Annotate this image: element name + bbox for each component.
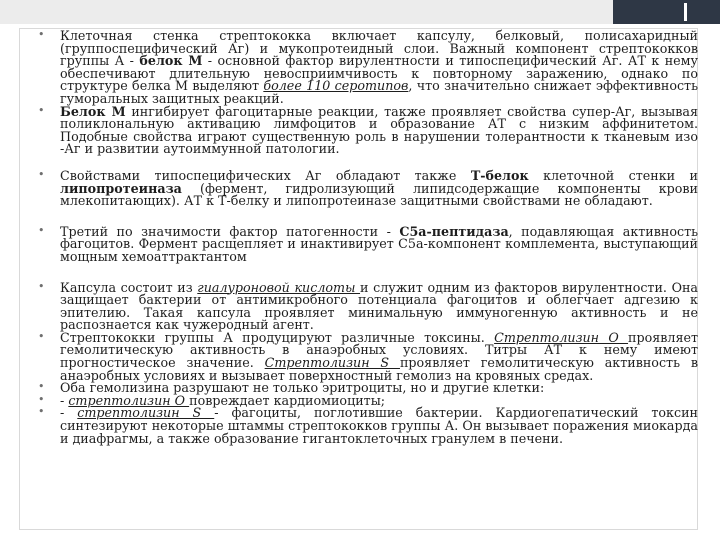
underlined-term: Стрептолизин S bbox=[264, 355, 400, 371]
text-run: клеточной стенки и bbox=[528, 167, 698, 183]
text-run: Капсула состоит из bbox=[60, 279, 198, 295]
bullet-item bbox=[34, 103, 698, 157]
text-run: , что значительно снижает эффективность гуморальных защитных реакций. bbox=[60, 78, 698, 106]
text-run: , подавляющая активность фагоцитов. Фермент расщепляет и инактивирует С5а-компонент комплемента, выступающий мощным хемоаттрактантом bbox=[60, 223, 698, 264]
text-run: проявляет гемолитическую активность в анаэробных условиях. Титры АТ к нему имеют прогностическое значение. bbox=[60, 329, 698, 371]
text-run: повреждает кардиомиоциты; bbox=[189, 392, 386, 408]
bullet-text bbox=[60, 280, 698, 333]
text-run: Третий по значимости фактор патогенности - bbox=[60, 223, 400, 239]
bullet-text bbox=[60, 28, 698, 106]
text-run: и служит одним из факторов вирулентности. Она защищает бактерии от антимикробного потенциала фагоцитов и облегчает адгезию к эпителию. Такая капсула проявляет минимальную иммуногенную активность и не распознается как чужеродный агент. bbox=[60, 279, 698, 333]
slide-accent-block bbox=[613, 0, 720, 24]
underlined-term: стрептолизин О bbox=[68, 392, 190, 408]
bullet-item bbox=[34, 279, 698, 333]
bullet-marker: • bbox=[38, 392, 45, 406]
text-run: ингибирует фагоцитарные реакции, также проявляет свойства супер-Аг, вызывая поликлональную активацию лимфоцитов и образование АТ с низким аффинитетом. Подобные свойства играют существенную роль в нарушении толерантности к тканевым изо -Аг и развитии аутоиммунной патологии. bbox=[60, 103, 698, 157]
bullet-marker: • bbox=[38, 279, 45, 293]
text-run: - основной фактор вирулентности и типоспецифический Аг. АТ к нему обеспечивают длительную невосприимчивость к повторному заражению, однако по структуре белка М выделяют bbox=[60, 53, 698, 94]
bullet-item bbox=[34, 329, 698, 383]
bullet-text bbox=[60, 405, 698, 445]
bullet-marker: • bbox=[38, 28, 45, 41]
bullet-marker: • bbox=[38, 405, 45, 419]
bullet-item bbox=[34, 167, 698, 209]
bullet-marker: • bbox=[38, 167, 45, 181]
bullet-marker: • bbox=[38, 223, 45, 237]
bullet-text bbox=[60, 168, 698, 208]
text-run: - фагоциты, поглотившие бактерии. Кардиогепатический токсин синтезируют некоторые штаммы стрептококков группы А. Он вызывает поражения миокарда и диафрагмы, а также образование гигантоклеточных гранулем в печени. bbox=[60, 405, 698, 446]
slide-accent-tick bbox=[684, 3, 687, 21]
bold-term: С5а-пептидаза bbox=[399, 223, 509, 239]
bullet-group-protein-m bbox=[34, 30, 698, 156]
bullet-item bbox=[34, 30, 698, 106]
bullet-text bbox=[60, 330, 698, 383]
slide-top-bar bbox=[0, 0, 720, 24]
text-run: - bbox=[60, 405, 78, 421]
bold-term: Т-белок bbox=[470, 167, 529, 183]
bullet-item bbox=[34, 407, 698, 445]
text-run: Клеточная стенка стрептококка включает капсулу, белковый, полисахаридный (группоспецифический Аг) и мукопротеидный слои. Важный компонент стрептококков группы А - bbox=[60, 28, 698, 69]
bold-term: Белок М bbox=[60, 103, 126, 119]
underlined-term: стрептолизин S bbox=[77, 405, 215, 421]
bullet-item bbox=[34, 223, 698, 264]
underlined-term: более 110 серотипов bbox=[263, 78, 409, 94]
bullet-marker: • bbox=[38, 329, 45, 343]
text-run: - bbox=[60, 392, 69, 408]
text-run: проявляет гемолитическую активность в анаэробных условиях и вызывает поверхностный гемолиз на кровяных средах. bbox=[60, 355, 698, 383]
underlined-term: Стрептолизин О bbox=[494, 329, 629, 345]
text-run: Оба гемолизина разрушают не только эритроциты, но и другие клетки: bbox=[60, 380, 545, 396]
bold-term: липопротеиназа bbox=[60, 180, 182, 196]
bullet-group-toxins bbox=[34, 279, 698, 446]
bold-term: белок М bbox=[139, 53, 203, 69]
bullet-text bbox=[60, 104, 698, 157]
bullet-marker: • bbox=[38, 103, 45, 117]
text-run: (фермент, гидролизующий липидсодержащие компоненты крови млекопитающих). АТ к Т-белку и липопротеиназе защитными свойствами не обладают. bbox=[60, 180, 698, 209]
slide-body bbox=[34, 30, 698, 445]
text-run: Свойствами типоспецифических Аг обладают также bbox=[60, 167, 471, 183]
underlined-term: гиалуроновой кислоты bbox=[197, 279, 361, 295]
text-run: Стрептококки группы А продуцируют различные токсины. bbox=[60, 329, 495, 345]
bullet-marker: • bbox=[38, 380, 45, 394]
bullet-text bbox=[60, 224, 698, 264]
